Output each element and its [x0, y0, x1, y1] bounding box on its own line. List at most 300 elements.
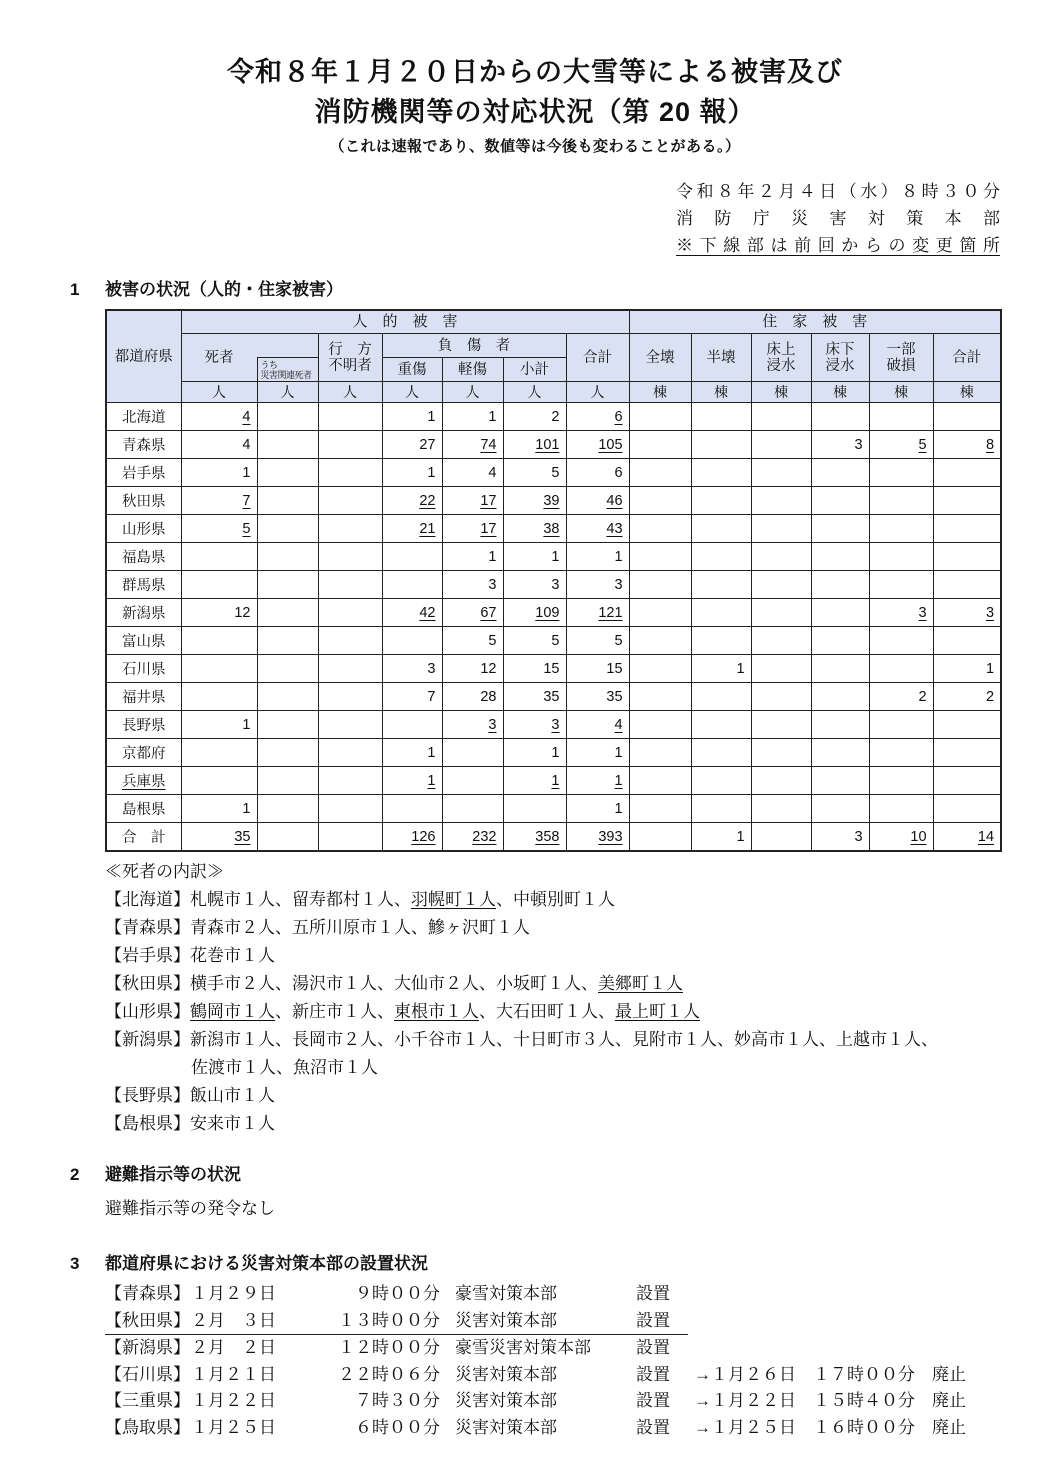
value-cell	[811, 767, 869, 795]
value-cell	[933, 543, 1001, 571]
value-cell	[751, 655, 811, 683]
value-cell	[257, 683, 318, 711]
section2-body: 避難指示等の発令なし	[105, 1199, 275, 1218]
headquarters-row	[105, 1308, 1000, 1336]
damage-table-header	[106, 310, 1001, 403]
value-cell	[811, 543, 869, 571]
breakdown-prefecture-label: 【新潟県】	[105, 1030, 190, 1049]
header-prefecture: 都道府県	[106, 310, 181, 403]
unit-building: 棟	[751, 382, 811, 403]
value-cell	[811, 739, 869, 767]
value-cell	[318, 487, 382, 515]
unit-building: 棟	[869, 382, 933, 403]
breakdown-prefecture-label: 【山形県】	[105, 1002, 190, 1021]
value-cell	[933, 627, 1001, 655]
prefecture-cell	[106, 767, 181, 795]
header-missing-line2: 不明者	[328, 357, 372, 374]
hq-status: 設置	[636, 1338, 670, 1357]
value-cell: 5	[442, 627, 503, 655]
value-cell	[257, 627, 318, 655]
value-cell	[933, 711, 1001, 739]
value-cell	[566, 823, 629, 852]
table-row	[106, 627, 1001, 655]
hq-prefecture: 【三重県】	[105, 1391, 190, 1410]
table-row	[106, 543, 1001, 571]
breakdown-line	[105, 998, 1000, 1026]
unit-person: 人	[181, 382, 257, 403]
value-cell	[318, 767, 382, 795]
table-row	[106, 739, 1001, 767]
unit-building: 棟	[811, 382, 869, 403]
section1-number: 1	[70, 280, 80, 299]
value-cell	[869, 487, 933, 515]
prefecture-cell: 北海道	[106, 403, 181, 431]
header-flood-above-floor: 床上 浸水	[751, 334, 811, 382]
changed-value: 4	[242, 408, 251, 425]
value-cell	[751, 823, 811, 852]
headquarters-row	[105, 1362, 1000, 1389]
breakdown-text: 札幌市１人、留寿都村１人、	[190, 890, 411, 909]
value-cell	[751, 403, 811, 431]
headquarters-row-main	[105, 1362, 688, 1389]
value-cell	[691, 711, 751, 739]
changed-value: 8	[985, 436, 995, 453]
value-cell: 28	[442, 683, 503, 711]
hq-status: 設置	[636, 1284, 670, 1303]
value-cell	[933, 767, 1001, 795]
changed-value: 4	[614, 716, 623, 733]
value-cell: 1	[566, 543, 629, 571]
value-cell	[566, 515, 629, 543]
hq-prefecture: 【青森県】	[105, 1284, 190, 1303]
value-cell	[442, 487, 503, 515]
value-cell	[503, 767, 566, 795]
value-cell	[869, 571, 933, 599]
changed-value: 43	[606, 520, 623, 537]
value-cell: 1	[691, 823, 751, 852]
value-cell	[442, 599, 503, 627]
value-cell	[257, 823, 318, 852]
header-disaster-related-deaths: うち 災害関連死者	[257, 358, 318, 382]
value-cell	[811, 599, 869, 627]
value-cell	[811, 459, 869, 487]
value-cell	[318, 571, 382, 599]
section1-title: 被害の状況（人的・住家被害）	[105, 280, 343, 299]
breakdown-text: 安来市１人	[190, 1114, 275, 1133]
value-cell	[933, 739, 1001, 767]
issuing-organization: 消防庁災害対策本部	[676, 209, 1000, 228]
breakdown-heading: ≪死者の内訳≫	[105, 862, 224, 881]
unit-building: 棟	[933, 382, 1001, 403]
hq-abolished-info: →１月２５日 １６時００分 廃止	[694, 1417, 966, 1437]
header-fully-destroyed: 全壊	[629, 334, 691, 382]
hq-setup-date: １月２５日	[191, 1417, 276, 1437]
value-cell: 5	[503, 459, 566, 487]
value-cell: 35	[503, 683, 566, 711]
value-cell	[257, 739, 318, 767]
value-cell	[257, 767, 318, 795]
headquarters-row	[105, 1388, 1000, 1415]
hq-prefecture: 【秋田県】	[105, 1310, 190, 1330]
value-cell: 4	[442, 459, 503, 487]
value-cell	[869, 403, 933, 431]
table-row	[106, 767, 1001, 795]
units-row	[106, 382, 1001, 403]
value-cell	[318, 459, 382, 487]
prefecture-cell: 石川県	[106, 655, 181, 683]
table-row	[106, 403, 1001, 431]
table-total-row	[106, 823, 1001, 852]
breakdown-text: 飯山市１人	[190, 1086, 275, 1105]
value-cell	[181, 627, 257, 655]
value-cell	[503, 823, 566, 852]
changed-value: 358	[535, 828, 560, 845]
value-cell: 4	[181, 431, 257, 459]
value-cell: 1	[503, 739, 566, 767]
value-cell	[318, 599, 382, 627]
value-cell	[869, 711, 933, 739]
hq-organization: 豪雪対策本部	[455, 1284, 557, 1303]
table-row	[106, 655, 1001, 683]
value-cell	[181, 571, 257, 599]
breakdown-line	[105, 942, 1000, 970]
breakdown-line	[105, 970, 1000, 998]
changed-value: 35	[234, 828, 251, 845]
value-cell	[629, 599, 691, 627]
breakdown-text: 鶴岡市１人	[190, 1002, 275, 1021]
value-cell	[691, 767, 751, 795]
table-row	[106, 683, 1001, 711]
value-cell	[566, 599, 629, 627]
value-cell	[691, 571, 751, 599]
value-cell: 35	[566, 683, 629, 711]
headquarters-row-main	[105, 1415, 688, 1442]
underline-legend: ※下線部は前回からの変更箇所	[676, 236, 1000, 255]
value-cell: 1	[382, 739, 442, 767]
value-cell	[257, 515, 318, 543]
value-cell	[933, 431, 1001, 459]
value-cell	[811, 683, 869, 711]
prefecture-cell: 合 計	[106, 823, 181, 852]
value-cell: 3	[442, 571, 503, 599]
table-row	[106, 795, 1001, 823]
value-cell	[869, 459, 933, 487]
prefecture-cell: 京都府	[106, 739, 181, 767]
value-cell	[181, 487, 257, 515]
header-group-human-damage: 人 的 被 害	[181, 310, 629, 334]
value-cell	[181, 767, 257, 795]
value-cell	[382, 543, 442, 571]
changed-value: 1	[427, 772, 436, 789]
table-row	[106, 487, 1001, 515]
hq-organization: 豪雪災害対策本部	[455, 1338, 591, 1357]
deaths-breakdown	[105, 858, 1000, 1138]
value-cell	[318, 655, 382, 683]
changed-value: 兵庫県	[122, 774, 166, 790]
value-cell: 3	[811, 823, 869, 852]
value-cell	[691, 459, 751, 487]
header-group-house-damage: 住 家 被 害	[629, 310, 1001, 334]
hq-status: 設置	[636, 1391, 670, 1410]
changed-value: 5	[918, 436, 927, 453]
breakdown-text: 横手市２人、湯沢市１人、大仙市２人、小坂町１人、	[190, 974, 598, 993]
value-cell	[869, 795, 933, 823]
breakdown-text: 羽幌町１人	[411, 890, 496, 909]
value-cell	[869, 543, 933, 571]
report-datetime: 令和８年２月４日（水）８時３０分	[676, 182, 1000, 201]
value-cell: 1	[181, 459, 257, 487]
headquarters-row-main	[105, 1335, 688, 1362]
section3-number: 3	[70, 1254, 80, 1273]
section3-heading	[70, 1253, 1000, 1275]
section-evacuation	[70, 1164, 1000, 1219]
value-cell	[318, 515, 382, 543]
value-cell	[257, 487, 318, 515]
value-cell: 1	[181, 711, 257, 739]
value-cell	[257, 795, 318, 823]
value-cell	[442, 823, 503, 852]
value-cell	[442, 795, 503, 823]
value-cell	[691, 543, 751, 571]
changed-value: 38	[543, 520, 560, 537]
value-cell	[382, 711, 442, 739]
value-cell	[751, 795, 811, 823]
value-cell	[691, 795, 751, 823]
value-cell	[751, 431, 811, 459]
value-cell	[257, 543, 318, 571]
value-cell	[751, 627, 811, 655]
value-cell	[382, 795, 442, 823]
breakdown-line	[105, 1054, 1000, 1082]
value-cell	[318, 711, 382, 739]
value-cell	[691, 599, 751, 627]
value-cell	[629, 627, 691, 655]
value-cell	[933, 795, 1001, 823]
changed-value: 126	[411, 828, 436, 845]
value-cell	[751, 711, 811, 739]
value-cell	[181, 823, 257, 852]
value-cell	[566, 403, 629, 431]
breakdown-lines	[105, 886, 1000, 1138]
value-cell	[869, 823, 933, 852]
header-injury-subtotal: 小計	[503, 358, 566, 382]
section-headquarters	[70, 1253, 1000, 1441]
value-cell: 1	[442, 543, 503, 571]
hq-setup-date: １月２９日	[191, 1284, 276, 1303]
value-cell	[869, 627, 933, 655]
value-cell: 3	[503, 571, 566, 599]
unit-building: 棟	[691, 382, 751, 403]
hq-setup-date: １月２１日	[191, 1364, 276, 1384]
header-deaths: 死者	[181, 334, 257, 382]
value-cell: 1	[442, 403, 503, 431]
value-cell	[933, 823, 1001, 852]
value-cell	[382, 599, 442, 627]
value-cell	[442, 515, 503, 543]
hq-abolished-info: →１月２２日 １５時４０分 廃止	[694, 1391, 966, 1410]
breakdown-text: 、新庄市１人、	[275, 1002, 394, 1021]
document-title-line2: 消防機関等の対応状況（第 20 報）	[314, 97, 756, 127]
value-cell	[318, 403, 382, 431]
hq-status: 設置	[636, 1310, 670, 1330]
header-serious-injury: 重傷	[382, 358, 442, 382]
value-cell	[629, 795, 691, 823]
header-missing	[318, 334, 382, 382]
value-cell	[933, 403, 1001, 431]
unit-person: 人	[257, 382, 318, 403]
value-cell	[257, 403, 318, 431]
table-row	[106, 571, 1001, 599]
value-cell	[503, 515, 566, 543]
prefecture-cell: 岩手県	[106, 459, 181, 487]
value-cell	[503, 599, 566, 627]
breakdown-prefecture-label: 【秋田県】	[105, 974, 190, 993]
date-block	[70, 178, 1000, 259]
changed-value: 21	[419, 520, 436, 537]
table-row	[106, 431, 1001, 459]
value-cell: 15	[566, 655, 629, 683]
table-row	[106, 459, 1001, 487]
value-cell: 1	[181, 795, 257, 823]
breakdown-line	[105, 1110, 1000, 1138]
headquarters-row	[105, 1415, 1000, 1442]
changed-value: 393	[598, 828, 623, 845]
value-cell	[811, 795, 869, 823]
value-cell	[503, 431, 566, 459]
damage-table-body	[106, 403, 1001, 852]
value-cell	[382, 767, 442, 795]
value-cell	[811, 711, 869, 739]
value-cell: 1	[382, 403, 442, 431]
value-cell	[691, 627, 751, 655]
prefecture-cell: 新潟県	[106, 599, 181, 627]
value-cell	[751, 767, 811, 795]
hq-organization: 災害対策本部	[455, 1391, 557, 1410]
value-cell	[751, 459, 811, 487]
value-cell	[869, 655, 933, 683]
damage-table	[105, 309, 1002, 852]
value-cell	[257, 655, 318, 683]
hq-organization: 災害対策本部	[455, 1364, 557, 1384]
value-cell	[629, 543, 691, 571]
value-cell	[382, 515, 442, 543]
breakdown-prefecture-label: 【北海道】	[105, 890, 190, 909]
value-cell	[811, 571, 869, 599]
table-row	[106, 515, 1001, 543]
value-cell	[629, 487, 691, 515]
changed-value: 109	[535, 604, 560, 621]
value-cell	[318, 431, 382, 459]
value-cell	[442, 767, 503, 795]
breakdown-text: 花巻市１人	[190, 946, 275, 965]
value-cell	[691, 487, 751, 515]
section3-title: 都道府県における災害対策本部の設置状況	[105, 1254, 428, 1273]
header-partially-damaged: 一部 破損	[869, 334, 933, 382]
value-cell	[181, 683, 257, 711]
value-cell: 7	[382, 683, 442, 711]
value-cell: 1	[503, 543, 566, 571]
value-cell	[629, 515, 691, 543]
value-cell	[933, 487, 1001, 515]
prefecture-cell: 長野県	[106, 711, 181, 739]
value-cell	[629, 683, 691, 711]
value-cell	[933, 571, 1001, 599]
value-cell	[629, 655, 691, 683]
prefecture-cell: 秋田県	[106, 487, 181, 515]
value-cell	[811, 515, 869, 543]
breakdown-prefecture-label: 【岩手県】	[105, 946, 190, 965]
document-title-note: （これは速報であり、数値等は今後も変わることがある。）	[329, 138, 741, 155]
value-cell	[751, 487, 811, 515]
breakdown-text: 、大石田町１人、	[479, 1002, 615, 1021]
headquarters-row	[105, 1281, 1000, 1308]
value-cell	[257, 711, 318, 739]
value-cell	[691, 515, 751, 543]
value-cell: 2	[869, 683, 933, 711]
value-cell	[869, 599, 933, 627]
changed-value: 1	[551, 772, 560, 789]
value-cell: 1	[566, 795, 629, 823]
changed-value: 10	[910, 828, 927, 845]
unit-person: 人	[382, 382, 442, 403]
breakdown-prefecture-label: 【島根県】	[105, 1114, 190, 1133]
section-damage	[70, 279, 1000, 1138]
prefecture-cell: 富山県	[106, 627, 181, 655]
changed-value: 7	[242, 492, 251, 509]
breakdown-text: 美郷町１人	[598, 974, 683, 993]
value-cell	[257, 431, 318, 459]
value-cell	[442, 739, 503, 767]
value-cell	[257, 459, 318, 487]
unit-person: 人	[442, 382, 503, 403]
value-cell	[629, 431, 691, 459]
value-cell: 1	[691, 655, 751, 683]
value-cell	[181, 655, 257, 683]
header-light-injury: 軽傷	[442, 358, 503, 382]
value-cell	[442, 711, 503, 739]
value-cell: 15	[503, 655, 566, 683]
value-cell	[181, 543, 257, 571]
value-cell	[751, 515, 811, 543]
breakdown-text: 新潟市１人、長岡市２人、小千谷市１人、十日町市３人、見附市１人、妙高市１人、上越市１人、	[190, 1030, 938, 1049]
section1-heading	[70, 279, 1000, 301]
value-cell	[691, 403, 751, 431]
value-cell	[382, 487, 442, 515]
value-cell	[181, 403, 257, 431]
header-total-buildings: 合計	[933, 334, 1001, 382]
headquarters-row-main	[105, 1281, 688, 1308]
hq-setup-time: １３時００分	[338, 1310, 440, 1330]
section2-heading	[70, 1164, 1000, 1186]
value-cell	[751, 571, 811, 599]
hq-setup-time: ２２時０６分	[338, 1364, 440, 1384]
changed-value: 3	[918, 604, 927, 621]
value-cell	[629, 459, 691, 487]
value-cell	[869, 767, 933, 795]
changed-value: 1	[614, 772, 623, 789]
value-cell	[629, 403, 691, 431]
breakdown-prefecture-label: 【長野県】	[105, 1086, 190, 1105]
hq-prefecture: 【鳥取県】	[105, 1417, 190, 1437]
value-cell	[503, 487, 566, 515]
value-cell: 3	[566, 571, 629, 599]
value-cell	[629, 823, 691, 852]
value-cell: 1	[933, 655, 1001, 683]
header-flood-below-floor: 床下 浸水	[811, 334, 869, 382]
value-cell	[751, 543, 811, 571]
value-cell	[503, 711, 566, 739]
changed-value: 3	[488, 716, 497, 733]
